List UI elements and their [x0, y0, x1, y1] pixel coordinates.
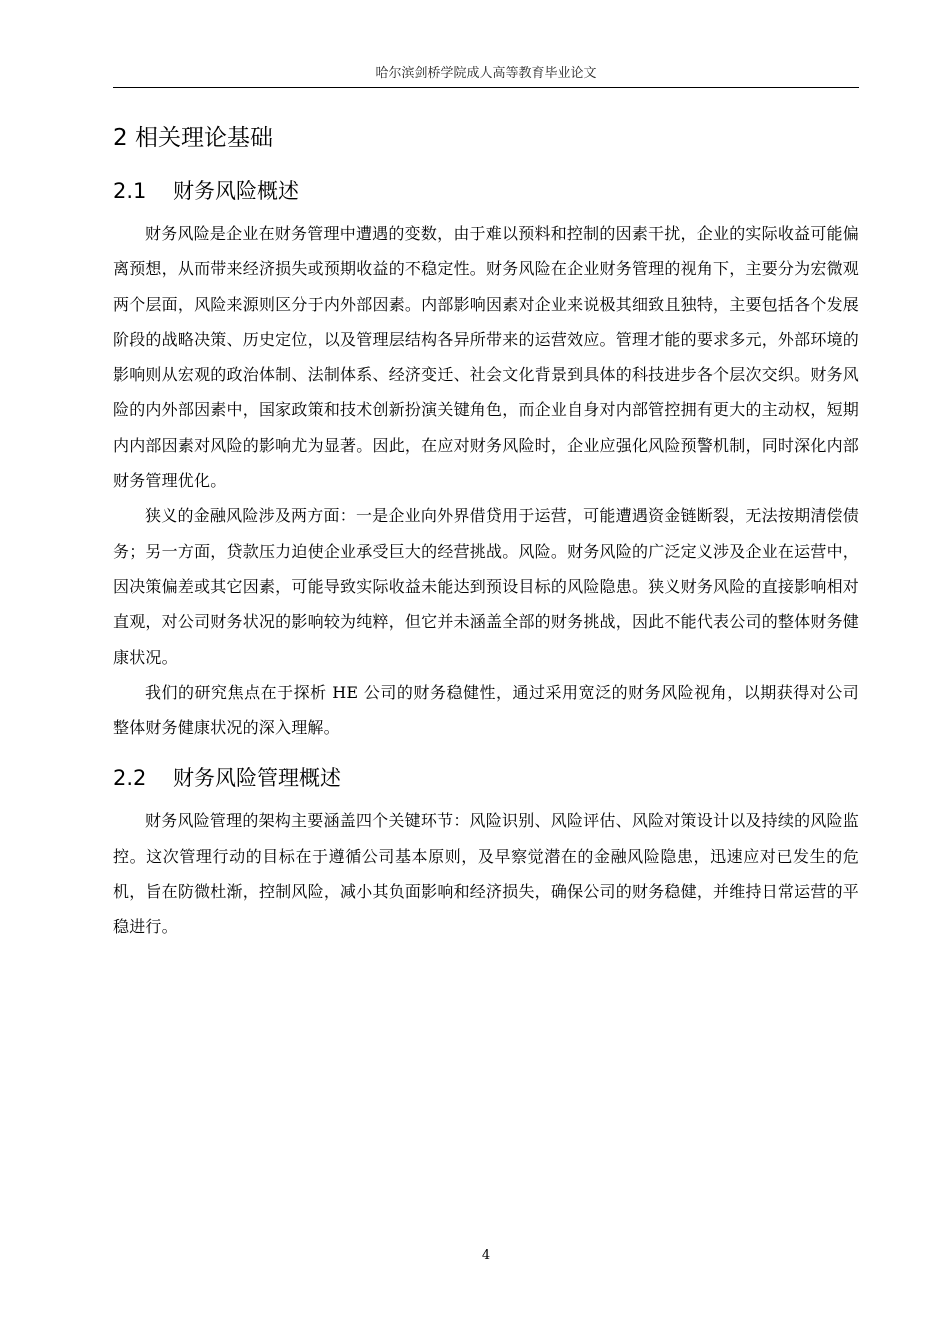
running-header: 哈尔滨剑桥学院成人高等教育毕业论文	[375, 66, 597, 81]
body-paragraph: 我们的研究焦点在于探析 HE 公司的财务稳健性，通过采用宽泛的财务风险视角，以期获得对公司整体财务健康状况的深入理解。	[113, 682, 859, 738]
page-body	[113, 118, 859, 945]
body-paragraph: 财务风险是企业在财务管理中遭遇的变数，由于难以预料和控制的因素干扰，企业的实际收益可能偏离预想，从而带来经济损失或预期收益的不稳定性。财务风险在企业财务管理的视角下，主要分为宏微观两个层面，风险来源则区分于内外部因素。内部影响因素对企业来说极其细致且独特，主要包括各个发展阶段的战略决策、历史定位，以及管理层结构各异所带来的运营效应。管理才能的要求多元，外部环境的影响则从宏观的政治体制、法制体系、经济变迁、社会文化背景到具体的科技进步各个层次交织。财务风险的内外部因素中，国家政策和技术创新扮演关键角色，而企业自身对内部管控拥有更大的主动权，短期内内部因素对风险的影响尤为显著。因此，在应对财务风险时，企业应强化风险预警机制，同时深化内部财务管理优化。	[113, 224, 859, 491]
section-heading	[113, 759, 859, 797]
header-divider	[113, 87, 859, 88]
section-2-1	[113, 172, 859, 745]
section-title: 财务风险概述	[173, 179, 299, 203]
section-heading	[113, 172, 859, 210]
section-2-2	[113, 759, 859, 944]
section-number: 2.2	[113, 766, 147, 791]
chapter-title: 相关理论基础	[134, 125, 273, 151]
chapter-number: 2	[113, 125, 128, 151]
section-number: 2.1	[113, 179, 147, 203]
body-paragraph: 财务风险管理的架构主要涵盖四个关键环节：风险识别、风险评估、风险对策设计以及持续的风险监控。这次管理行动的目标在于遵循公司基本原则，及早察觉潜在的金融风险隐患，迅速应对已发生的危机，旨在防微杜渐，控制风险，减小其负面影响和经济损失，确保公司的财务稳健，并维持日常运营的平稳进行。	[113, 811, 859, 937]
body-paragraph: 狭义的金融风险涉及两方面：一是企业向外界借贷用于运营，可能遭遇资金链断裂，无法按期清偿债务；另一方面，贷款压力迫使企业承受巨大的经营挑战。风险。财务风险的广泛定义涉及企业在运营中，因决策偏差或其它因素，可能导致实际收益未能达到预设目标的风险隐患。狭义财务风险的直接影响相对直观，对公司财务状况的影响较为纯粹，但它并未涵盖全部的财务挑战，因此不能代表公司的整体财务健康状况。	[113, 506, 859, 667]
section-title: 财务风险管理概述	[173, 766, 341, 791]
page-number: 4	[481, 1248, 491, 1263]
chapter-heading	[113, 118, 859, 158]
